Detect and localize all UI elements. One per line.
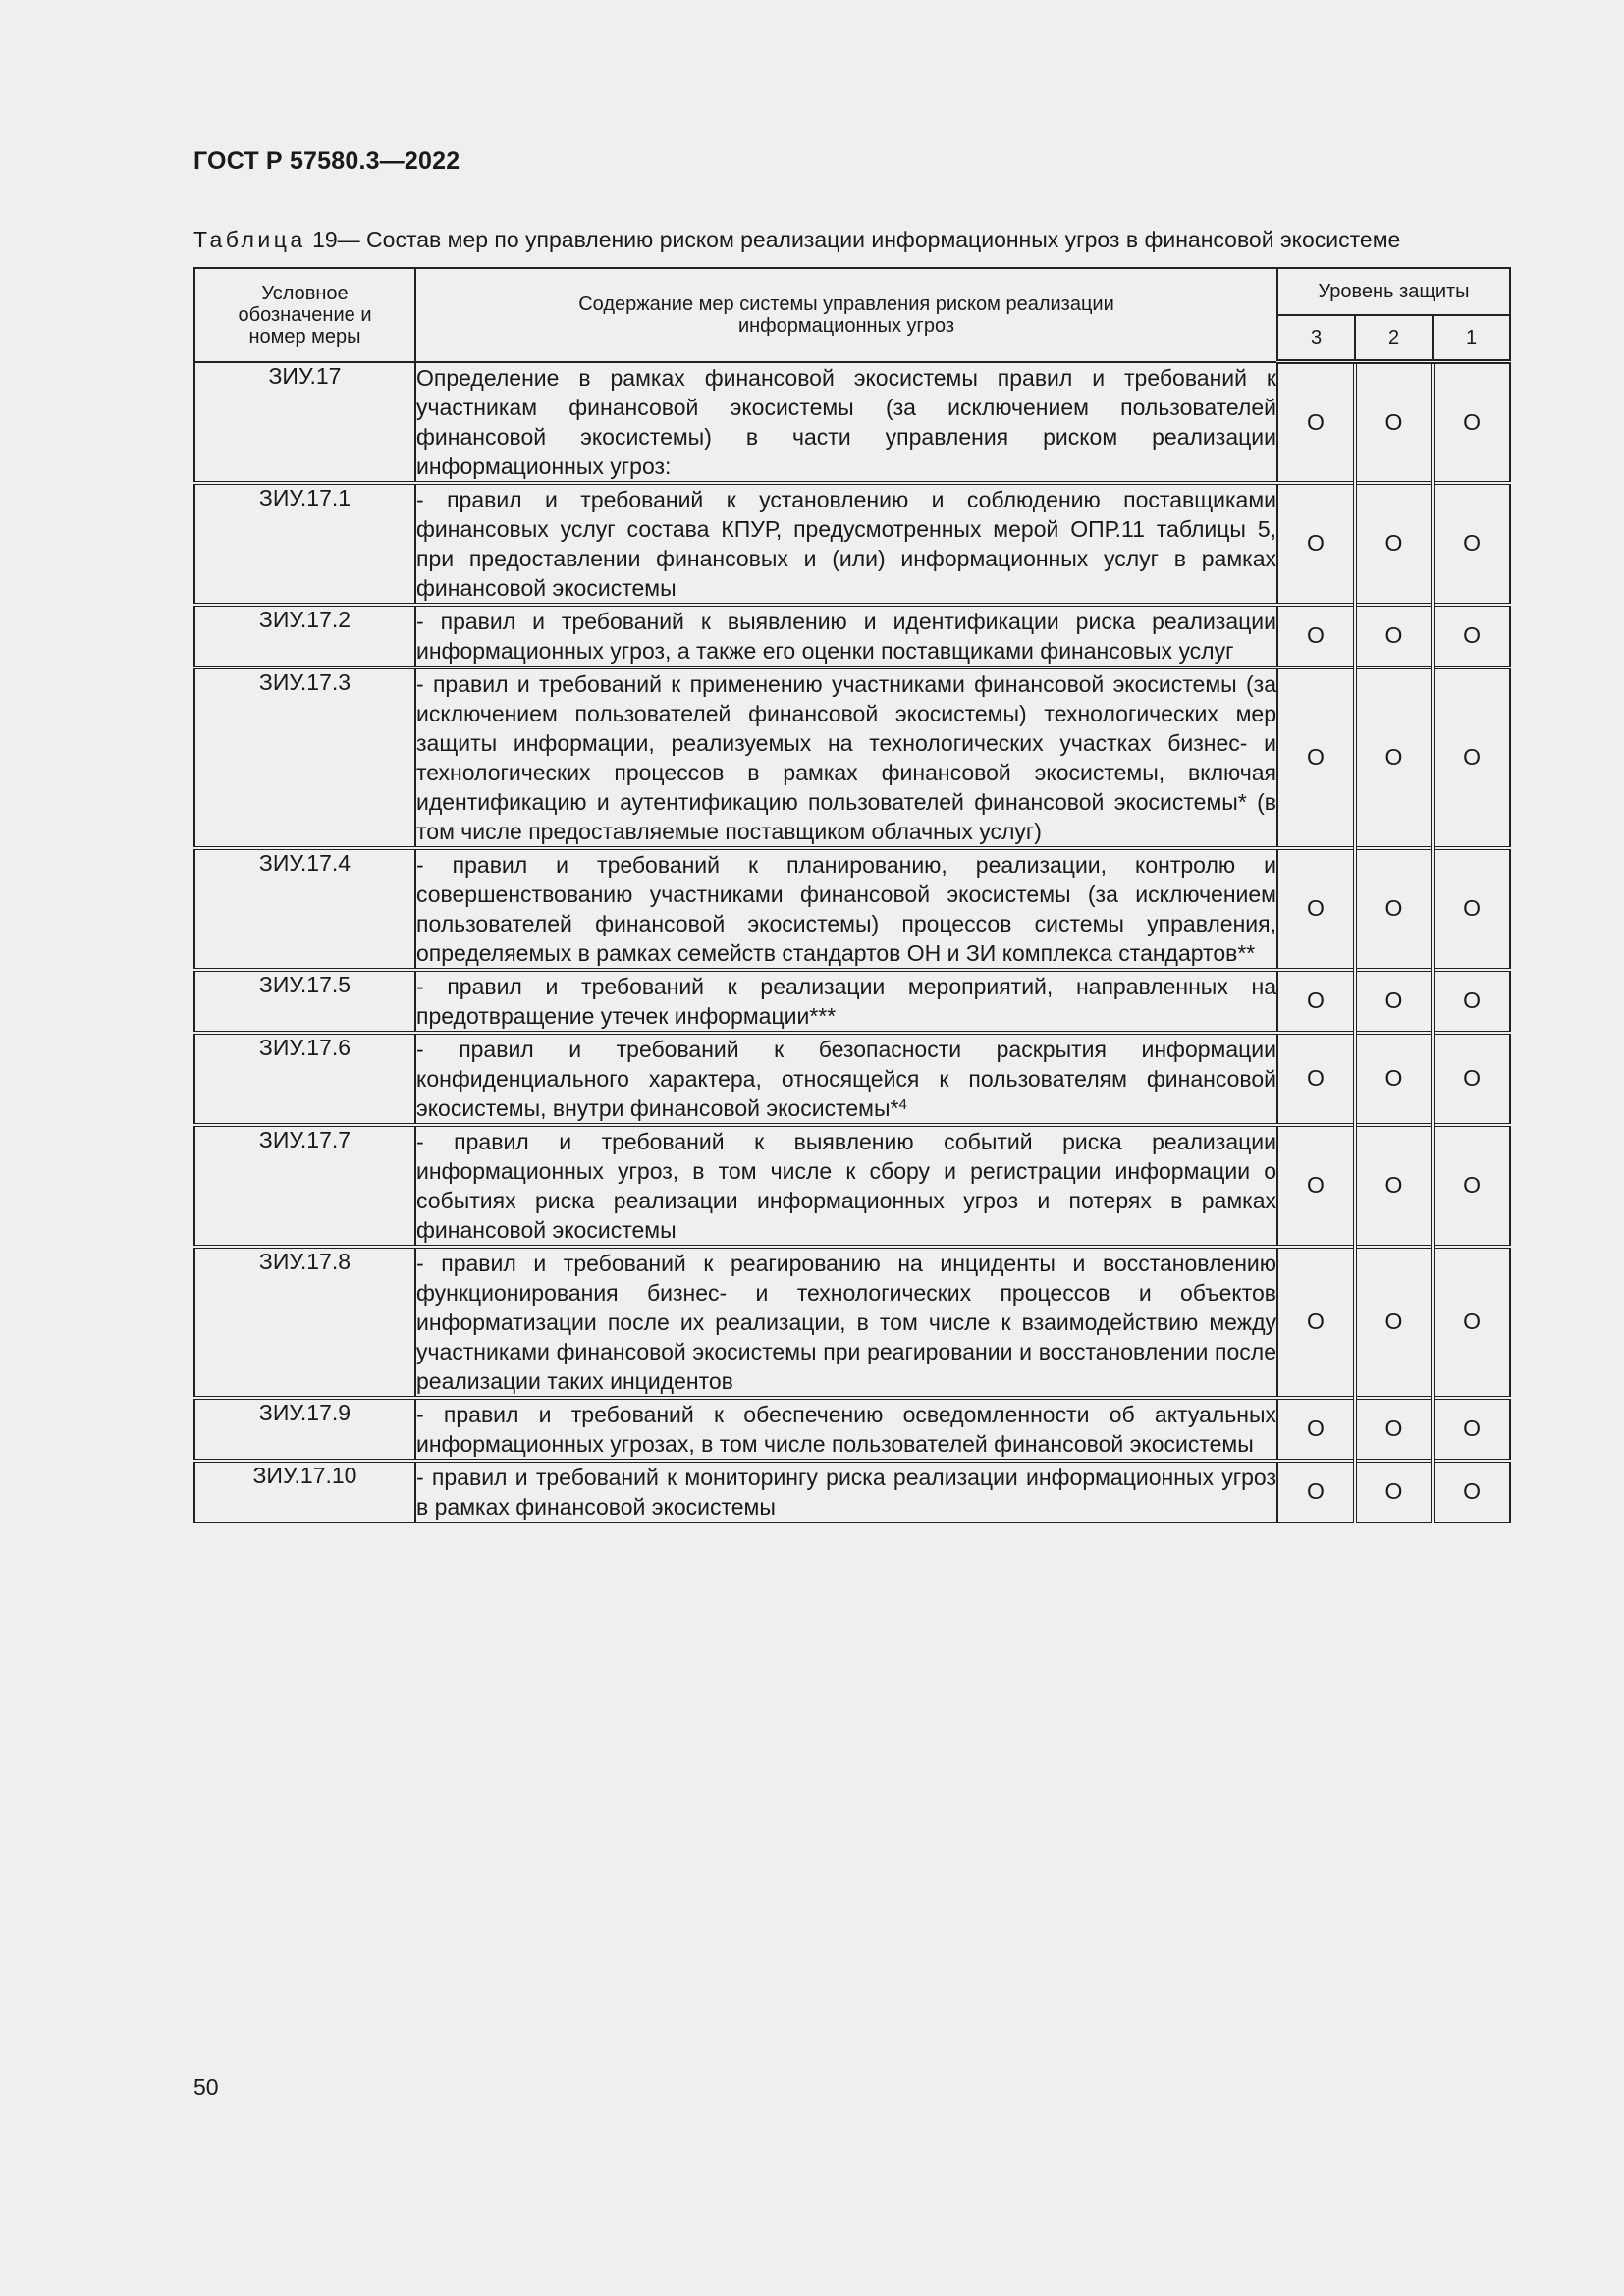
table-row: [194, 970, 1510, 1033]
measure-content: [415, 1247, 1277, 1398]
table-row: [194, 667, 1510, 848]
level-1-mark: О: [1433, 605, 1510, 667]
level-2-mark: О: [1355, 483, 1433, 605]
measure-content: [415, 483, 1277, 605]
measure-text: Определение в рамках финансовой экосистемы правил и требований к участникам финансовой экосистемы (за исключением пользователей финансовой экосистемы) в части управления риском реализации информационных угроз:: [416, 364, 1276, 479]
measure-text: - правил и требований к реализации мероприятий, направленных на предотвращение утечек информации***: [416, 973, 1276, 1029]
level-1-mark: О: [1433, 1033, 1510, 1125]
measure-code: ЗИУ.17.1: [194, 483, 415, 605]
table-row: [194, 1125, 1510, 1247]
level-3-mark: О: [1277, 605, 1355, 667]
measure-code: ЗИУ.17.8: [194, 1247, 415, 1398]
measure-text: - правил и требований к реагированию на инциденты и восстановлению функционирования бизнес- и технологических процессов и объектов информатизации после их реализации, в том числе к взаимодействию между участниками финансовой экосистемы при реагировании и восстановлении после реализации таких инцидентов: [416, 1250, 1276, 1394]
table-row: [194, 848, 1510, 970]
level-1-mark: О: [1433, 483, 1510, 605]
measures-table: [193, 267, 1511, 1523]
level-2-mark: О: [1355, 667, 1433, 848]
level-1-mark: О: [1433, 1398, 1510, 1461]
measure-content: [415, 970, 1277, 1033]
page-number: 50: [193, 2074, 219, 2100]
measure-text: - правил и требований к применению участниками финансовой экосистемы (за исключением пользователей финансовой экосистемы) технологических мер защиты информации, реализуемых на технологических участках бизнес- и технологических процессов в рамках финансовой экосистемы, включая идентификацию и аутентификацию пользователей финансовой экосистемы* (в том числе предоставляемые поставщиком облачных услуг): [416, 670, 1276, 844]
level-1-mark: О: [1433, 362, 1510, 483]
header-level-group: Уровень защиты: [1277, 268, 1510, 315]
level-3-mark: О: [1277, 483, 1355, 605]
measure-text: - правил и требований к планированию, реализации, контролю и совершенствованию участниками финансовой экосистемы (за исключением пользователей финансовой экосистемы) процессов системы управления, определяемых в рамках семейств стандартов ОН и ЗИ комплекса стандартов**: [416, 851, 1276, 966]
measure-text: - правил и требований к безопасности раскрытия информации конфиденциального характера, относящейся к пользователям финансовой экосистемы, внутри финансовой экосистемы*: [416, 1036, 1276, 1121]
level-3-mark: О: [1277, 1247, 1355, 1398]
level-3-mark: О: [1277, 362, 1355, 483]
measure-text: - правил и требований к выявлению и идентификации риска реализации информационных угроз, а также его оценки поставщиками финансовых услуг: [416, 608, 1276, 664]
measure-code: ЗИУ.17.2: [194, 605, 415, 667]
level-1-mark: О: [1433, 1125, 1510, 1247]
footnote-marker: 4: [898, 1095, 907, 1113]
measure-content: [415, 1125, 1277, 1247]
measure-code: ЗИУ.17.5: [194, 970, 415, 1033]
measure-code: ЗИУ.17.3: [194, 667, 415, 848]
table-row: [194, 483, 1510, 605]
measure-code: ЗИУ.17.4: [194, 848, 415, 970]
measure-content: [415, 848, 1277, 970]
level-2-mark: О: [1355, 848, 1433, 970]
measure-text: - правил и требований к установлению и соблюдению поставщиками финансовых услуг состава КПУР, предусмотренных мерой ОПР.11 таблицы 5, при предоставлении финансовых и (или) информационных услуг в рамках финансовой экосистемы: [416, 486, 1276, 601]
table-row: [194, 362, 1510, 483]
measure-code: ЗИУ.17.7: [194, 1125, 415, 1247]
measure-code: ЗИУ.17.9: [194, 1398, 415, 1461]
caption-text: — Состав мер по управлению риском реализации информационных угроз в финансовой экосистеме: [337, 227, 1401, 252]
level-3-mark: О: [1277, 1398, 1355, 1461]
measure-content: [415, 362, 1277, 483]
table-caption: [193, 227, 1509, 253]
table-row: [194, 1461, 1510, 1522]
header-content: Содержание мер системы управления риском реализации информационных угроз: [415, 268, 1277, 362]
level-3-mark: О: [1277, 667, 1355, 848]
level-3-mark: О: [1277, 1033, 1355, 1125]
table-row: [194, 1247, 1510, 1398]
header-level-1: 1: [1433, 315, 1510, 362]
level-1-mark: О: [1433, 848, 1510, 970]
header-level-2: 2: [1355, 315, 1433, 362]
level-2-mark: О: [1355, 1033, 1433, 1125]
level-2-mark: О: [1355, 1398, 1433, 1461]
measure-content: [415, 667, 1277, 848]
level-2-mark: О: [1355, 605, 1433, 667]
header-level-3: 3: [1277, 315, 1355, 362]
measure-text: - правил и требований к выявлению событий риска реализации информационных угроз, в том числе к сбору и регистрации информации о событиях риска реализации информационных угроз и потерях в рамках финансовой экосистемы: [416, 1128, 1276, 1243]
level-1-mark: О: [1433, 970, 1510, 1033]
table-row: [194, 1398, 1510, 1461]
level-1-mark: О: [1433, 667, 1510, 848]
measure-text: - правил и требований к обеспечению осведомленности об актуальных информационных угрозах, в том числе пользователей финансовой экосистемы: [416, 1401, 1276, 1457]
level-3-mark: О: [1277, 848, 1355, 970]
measure-content: [415, 1461, 1277, 1522]
measure-text: - правил и требований к мониторингу риска реализации информационных угроз в рамках финансовой экосистемы: [416, 1464, 1276, 1520]
level-3-mark: О: [1277, 1125, 1355, 1247]
measure-content: [415, 1033, 1277, 1125]
level-2-mark: О: [1355, 1247, 1433, 1398]
measure-content: [415, 1398, 1277, 1461]
level-2-mark: О: [1355, 970, 1433, 1033]
table-row: [194, 1033, 1510, 1125]
level-3-mark: О: [1277, 1461, 1355, 1522]
level-1-mark: О: [1433, 1247, 1510, 1398]
measure-code: ЗИУ.17.6: [194, 1033, 415, 1125]
measure-content: [415, 605, 1277, 667]
level-2-mark: О: [1355, 1125, 1433, 1247]
level-2-mark: О: [1355, 362, 1433, 483]
level-2-mark: О: [1355, 1461, 1433, 1522]
level-3-mark: О: [1277, 970, 1355, 1033]
caption-label: Таблица: [193, 227, 306, 252]
level-1-mark: О: [1433, 1461, 1510, 1522]
table-row: [194, 605, 1510, 667]
caption-number: 19: [312, 227, 338, 252]
measure-code: ЗИУ.17.10: [194, 1461, 415, 1522]
header-code: Условное обозначение и номер меры: [194, 268, 415, 362]
measure-code: ЗИУ.17: [194, 362, 415, 483]
document-code: ГОСТ Р 57580.3—2022: [193, 147, 460, 175]
